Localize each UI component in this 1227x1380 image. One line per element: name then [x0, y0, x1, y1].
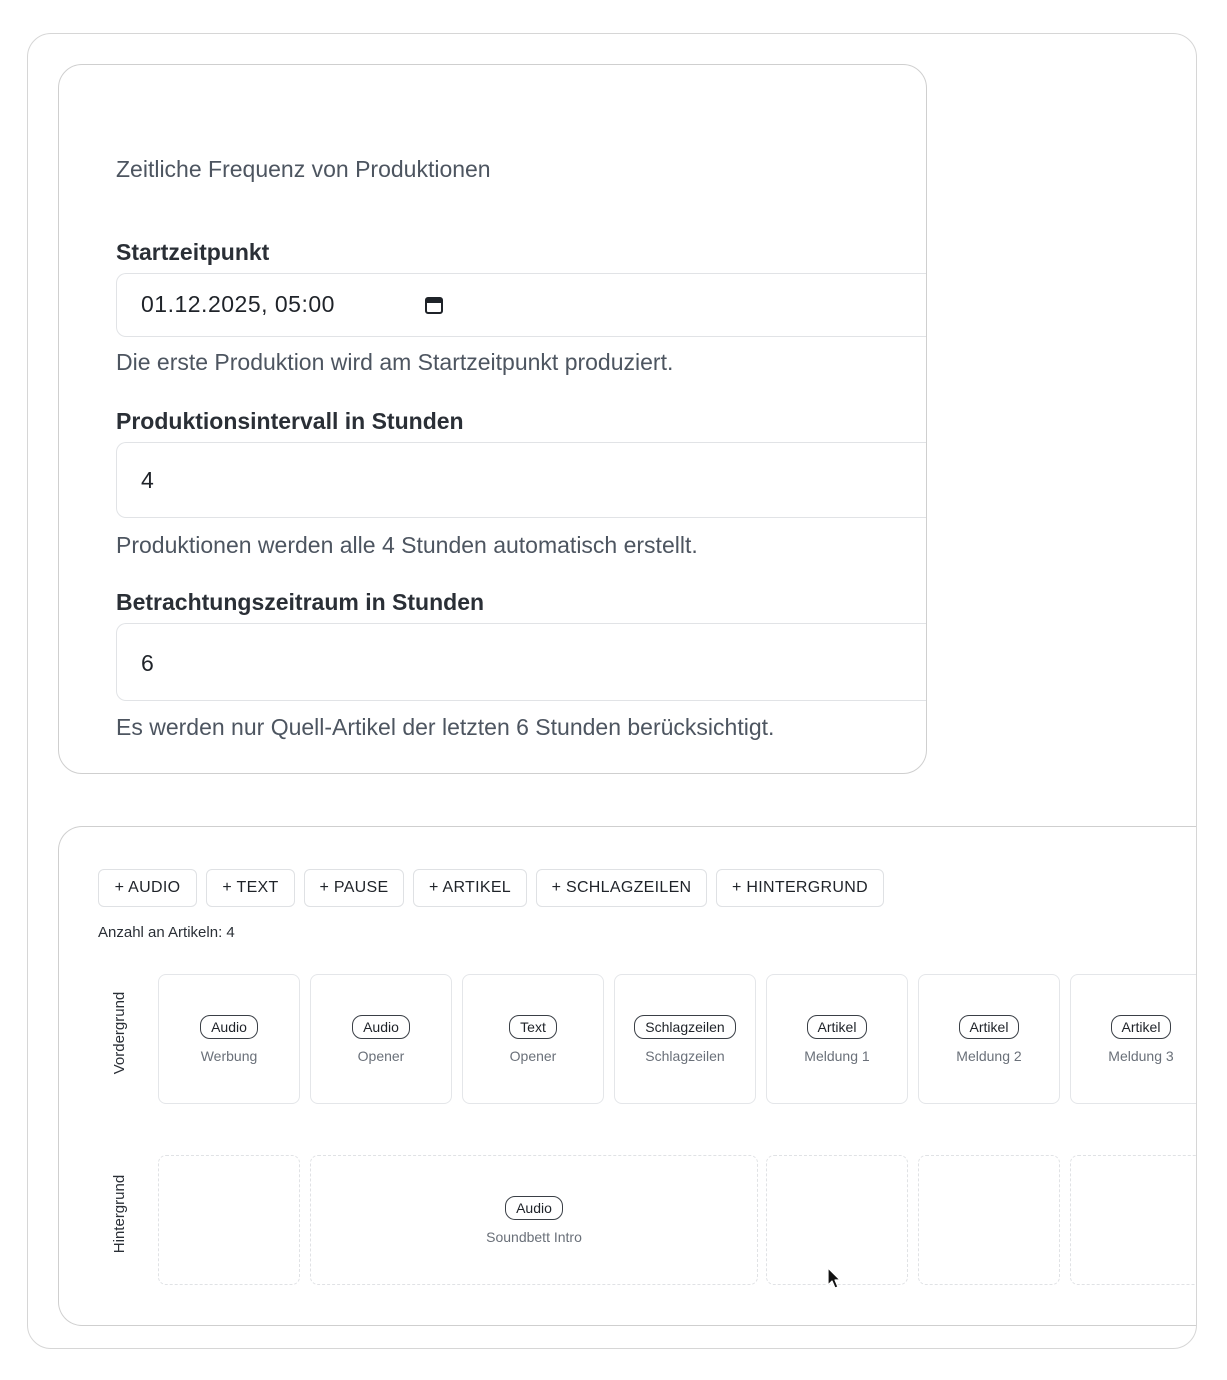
start-time-help: Die erste Produktion wird am Startzeitpunkt produziert.: [116, 349, 674, 375]
slot-name: Meldung 3: [1108, 1047, 1174, 1064]
slot-type-chip: Audio: [505, 1196, 563, 1220]
frequency-settings-card: [58, 64, 927, 774]
slot-type-chip: Audio: [352, 1015, 410, 1039]
slot-type-chip: Audio: [200, 1015, 258, 1039]
card-title: Zeitliche Frequenz von Produktionen: [116, 156, 491, 182]
interval-help: Produktionen werden alle 4 Stunden automatisch erstellt.: [116, 532, 698, 558]
lane-label-foreground: Vordergrund: [111, 991, 128, 1075]
calendar-icon[interactable]: [424, 295, 444, 315]
page-frame: [27, 33, 1197, 1349]
empty-background-slot[interactable]: [766, 1155, 908, 1285]
add-article-button[interactable]: + ARTIKEL: [413, 869, 527, 907]
slot-name: Soundbett Intro: [486, 1228, 582, 1245]
empty-background-slot[interactable]: [158, 1155, 300, 1285]
timeline-slot[interactable]: [918, 974, 1060, 1104]
slot-type-chip: Schlagzeilen: [634, 1015, 735, 1039]
timeline-slot[interactable]: [614, 974, 756, 1104]
start-time-input[interactable]: [116, 273, 927, 337]
slot-name: Opener: [357, 1047, 405, 1064]
timeline-slot[interactable]: [310, 974, 452, 1104]
window-input[interactable]: [116, 623, 927, 701]
window-value: 6: [141, 650, 155, 676]
lane-label-background: Hintergrund: [111, 1174, 128, 1254]
slot-name: Schlagzeilen: [645, 1047, 725, 1064]
article-count: Anzahl an Artikeln: 4: [98, 924, 235, 941]
mouse-pointer-icon: [827, 1267, 843, 1291]
interval-label: Produktionsintervall in Stunden: [116, 408, 464, 434]
add-audio-button[interactable]: + AUDIO: [98, 869, 197, 907]
interval-value: 4: [141, 467, 155, 493]
slot-type-chip: Text: [509, 1015, 557, 1039]
add-headlines-button[interactable]: + SCHLAGZEILEN: [536, 869, 707, 907]
slot-type-chip: Artikel: [807, 1015, 868, 1039]
slot-name: Meldung 1: [804, 1047, 870, 1064]
slot-name: Opener: [509, 1047, 557, 1064]
start-time-label: Startzeitpunkt: [116, 239, 270, 265]
add-text-button[interactable]: + TEXT: [206, 869, 295, 907]
empty-background-slot[interactable]: [1070, 1155, 1197, 1285]
interval-input[interactable]: [116, 442, 927, 518]
timeline-card: [58, 826, 1197, 1326]
empty-background-slot[interactable]: [918, 1155, 1060, 1285]
timeline-slot[interactable]: [766, 974, 908, 1104]
timeline-slot[interactable]: [310, 1155, 758, 1285]
timeline-slot[interactable]: [462, 974, 604, 1104]
timeline-slot[interactable]: [1070, 974, 1197, 1104]
slot-name: Werbung: [200, 1047, 258, 1064]
slot-type-chip: Artikel: [959, 1015, 1020, 1039]
window-label: Betrachtungszeitraum in Stunden: [116, 589, 485, 615]
add-background-button[interactable]: + HINTERGRUND: [716, 869, 884, 907]
slot-type-chip: Artikel: [1111, 1015, 1172, 1039]
slot-name: Meldung 2: [956, 1047, 1022, 1064]
window-help: Es werden nur Quell-Artikel der letzten 6 Stunden berücksichtigt.: [116, 714, 775, 740]
start-time-value: 01.12.2025, 05:00: [141, 291, 335, 317]
timeline-slot[interactable]: [158, 974, 300, 1104]
add-pause-button[interactable]: + PAUSE: [304, 869, 404, 907]
